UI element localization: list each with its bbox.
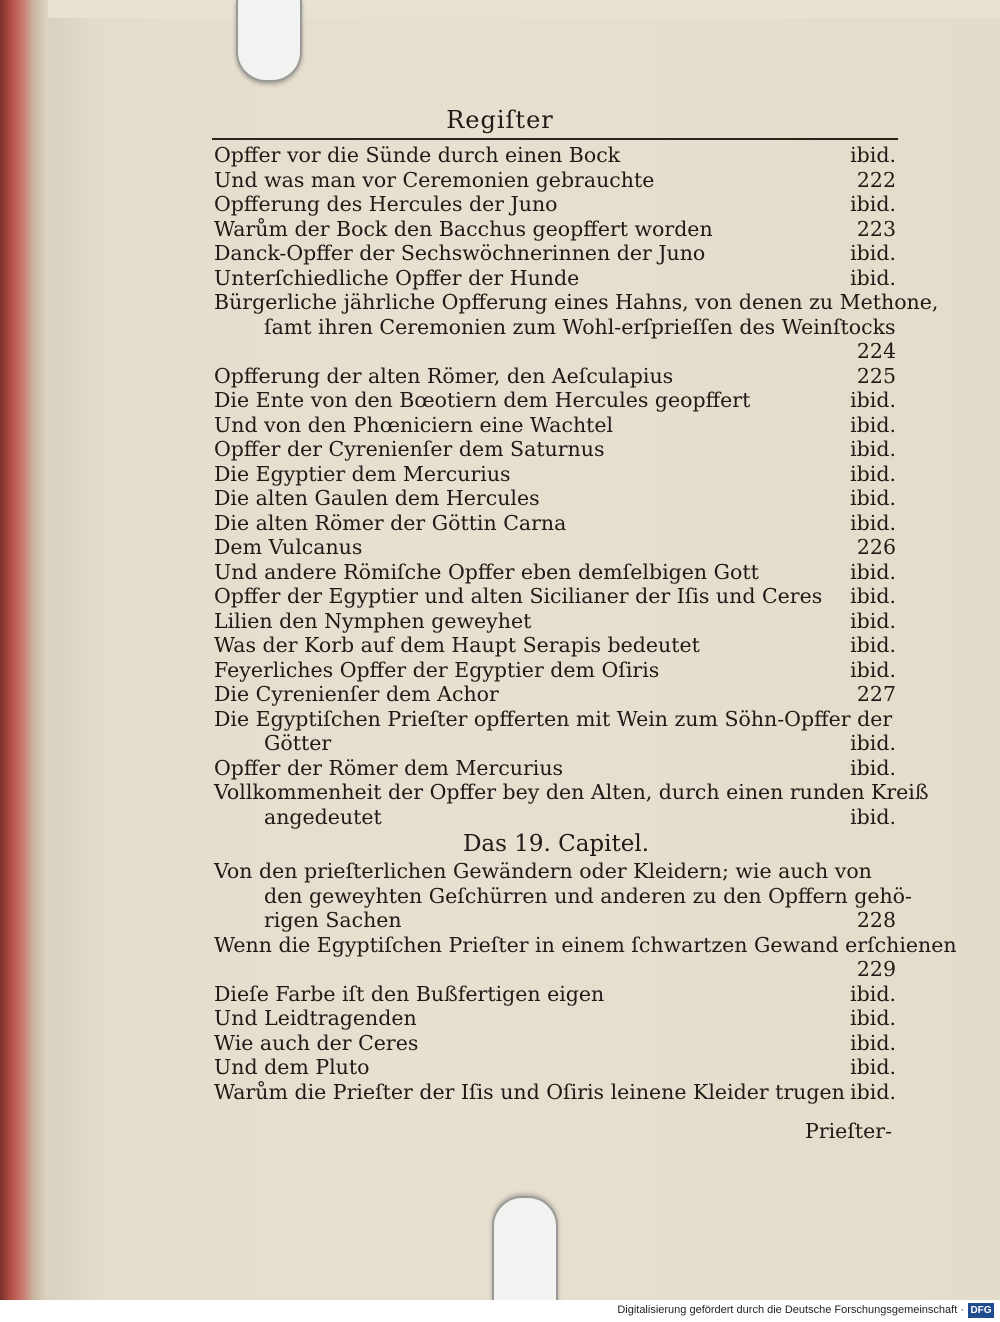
register-entry (214, 932, 957, 958)
entry-page-ref: ibid. (850, 981, 896, 1006)
register-entry (214, 486, 898, 511)
register-entry (214, 982, 898, 1007)
entry-page-ref: ibid. (850, 731, 896, 755)
entry-text: Opffer der Römer dem Mercurius (214, 755, 564, 780)
entry-page-ref: 224 (856, 339, 896, 363)
entry-text: Die Egyptier dem Mercurius (214, 461, 511, 486)
entry-text: Dem Vulcanus (214, 535, 363, 559)
entry-text: angedeutet (264, 804, 382, 829)
register-entry (214, 168, 898, 193)
register-entry (214, 707, 898, 732)
entry-page-ref: ibid. (850, 510, 896, 535)
entry-page-ref: 225 (856, 363, 896, 388)
register-entry (214, 584, 898, 609)
entry-page-ref: ibid. (850, 143, 896, 167)
entry-text: Die Cyrenienſer dem Achor (214, 682, 499, 706)
entry-text: Warům die Prieſter der Iſis und Oſiris leinene Kleider trugen (214, 1079, 845, 1104)
catchword: Prieſter- (805, 1119, 892, 1143)
entry-page-ref: ibid. (850, 804, 896, 829)
register-entry (214, 1031, 898, 1056)
register-entry (214, 560, 898, 585)
entry-text: Lilien den Nymphen geweyhet (214, 608, 532, 633)
dfg-footer-bar (0, 1300, 1000, 1322)
register-entry (214, 413, 898, 438)
entry-text: Danck-Opffer der Sechswöchnerinnen der Juno (214, 241, 706, 265)
entry-page-ref: ibid. (850, 559, 896, 584)
register-entry (214, 511, 898, 536)
entry-text: Feyerliches Opffer der Egyptier dem Oſiris (214, 657, 660, 682)
entry-page-ref: 229 (856, 957, 896, 981)
register-entry (214, 339, 898, 364)
register-entry (214, 908, 898, 933)
dfg-logo: DFG (968, 1303, 994, 1318)
entry-text: Götter (264, 731, 332, 755)
entry-page-ref: 222 (856, 167, 896, 192)
entry-page-ref: ibid. (850, 1030, 896, 1055)
entry-page-ref: ibid. (850, 437, 896, 461)
entry-text: Die alten Gaulen dem Hercules (214, 486, 540, 510)
entry-page-ref: ibid. (850, 584, 896, 608)
entry-page-ref: ibid. (850, 461, 896, 486)
register-entry (214, 609, 898, 634)
entry-page-ref: ibid. (850, 657, 896, 682)
register-entry (214, 1055, 898, 1080)
register-entry (214, 682, 898, 707)
entry-text: Vollkommenheit der Opffer bey den Alten, durch einen runden Kreiß (214, 780, 929, 804)
register-entry (214, 462, 898, 487)
entry-page-ref: ibid. (850, 241, 896, 265)
book-page-edge (0, 0, 48, 1300)
register-entry (214, 192, 898, 217)
register-entry (214, 290, 939, 315)
entry-page-ref: ibid. (850, 608, 896, 633)
entry-text: Opffer der Cyrenienſer dem Saturnus (214, 437, 605, 461)
entry-text: Opffer vor die Sünde durch einen Bock (214, 143, 621, 167)
entry-text: Wie auch der Ceres (214, 1030, 419, 1055)
entry-text: Was der Korb auf dem Haupt Serapis bedeutet (214, 633, 700, 657)
entry-text: rigen Sachen (264, 908, 402, 932)
entry-text: Warům der Bock den Bacchus geopffert worden (214, 216, 713, 241)
register-entry (214, 859, 898, 884)
entry-page-ref: 228 (856, 908, 896, 932)
register-entry (214, 1080, 898, 1105)
register-entry (214, 535, 898, 560)
register-entry (214, 388, 898, 413)
register-entry (214, 805, 898, 830)
entry-page-ref: 223 (856, 216, 896, 241)
entry-text: ſamt ihren Ceremonien zum Wohl-erſprieſſen des Weinſtocks (264, 314, 896, 339)
entry-text: Die Ente von den Bœotiern dem Hercules geopffert (214, 388, 751, 412)
register-entry (214, 217, 898, 242)
register-entry (214, 315, 898, 340)
entry-page-ref: ibid. (850, 486, 896, 510)
register-entry (214, 364, 898, 389)
entry-text: Opfferung der alten Römer, den Aeſculapius (214, 363, 674, 388)
register-entry (214, 633, 898, 658)
entry-page-ref: ibid. (850, 388, 896, 412)
register-entry (214, 1006, 898, 1031)
register-entry (214, 756, 898, 781)
entry-text: Bürgerliche jährliche Opfferung eines Hahns, von denen zu Methone, (214, 290, 939, 314)
chapter-heading: Das 19. Capitel. (462, 831, 650, 857)
dfg-credit-text: Digitalisierung gefördert durch die Deutsche Forschungsgemeinschaft · (617, 1304, 964, 1316)
register-entries (214, 143, 957, 1104)
entry-text: den geweyhten Geſchürren und anderen zu den Opffern gehö- (264, 883, 912, 908)
entry-text: Dieſe Farbe iſt den Bußfertigen eigen (214, 981, 605, 1006)
top-page-clip (236, 0, 302, 82)
entry-text: Die alten Römer der Göttin Carna (214, 510, 567, 535)
header-rule (212, 138, 898, 140)
register-entry (214, 241, 898, 266)
entry-page-ref: ibid. (850, 755, 896, 780)
entry-text: Und andere Römiſche Opffer eben demſelbigen Gott (214, 559, 759, 584)
entry-page-ref: 226 (856, 535, 896, 559)
entry-text: Und Leidtragenden (214, 1006, 417, 1030)
register-entry (214, 780, 929, 805)
entry-text: Opffer der Egyptier und alten Sicilianer der Iſis und Ceres (214, 584, 823, 608)
entry-text: Und dem Pluto (214, 1055, 370, 1079)
register-entry (214, 437, 898, 462)
entry-text: Von den prieſterlichen Gewändern oder Kleidern; wie auch von (214, 859, 872, 883)
register-entry (214, 143, 898, 168)
entry-page-ref: ibid. (850, 1079, 896, 1104)
register-entry (214, 731, 898, 756)
entry-text: Die Egyptiſchen Prieſter opfferten mit Wein zum Söhn-Opffer der (214, 706, 893, 731)
entry-text: Und was man vor Ceremonien gebrauchte (214, 167, 655, 192)
entry-text: Unterſchiedliche Opffer der Hunde (214, 265, 580, 290)
register-entry (214, 266, 898, 291)
page-header: Regiſter (446, 106, 554, 134)
entry-page-ref: 227 (856, 682, 896, 706)
entry-text: Wenn die Egyptiſchen Prieſter in einem ſchwartzen Gewand erſchienen (214, 932, 957, 957)
entry-page-ref: ibid. (850, 412, 896, 437)
entry-page-ref: ibid. (850, 192, 896, 216)
register-entry (214, 957, 898, 982)
register-entry (214, 658, 898, 683)
register-entry (214, 883, 912, 909)
entry-text: Und von den Phœniciern eine Wachtel (214, 412, 614, 437)
entry-page-ref: ibid. (850, 265, 896, 290)
entry-page-ref: ibid. (850, 1055, 896, 1079)
entry-text: Opfferung des Hercules der Juno (214, 192, 558, 216)
bottom-page-clip (492, 1196, 558, 1300)
entry-page-ref: ibid. (850, 1006, 896, 1030)
entry-page-ref: ibid. (850, 633, 896, 657)
